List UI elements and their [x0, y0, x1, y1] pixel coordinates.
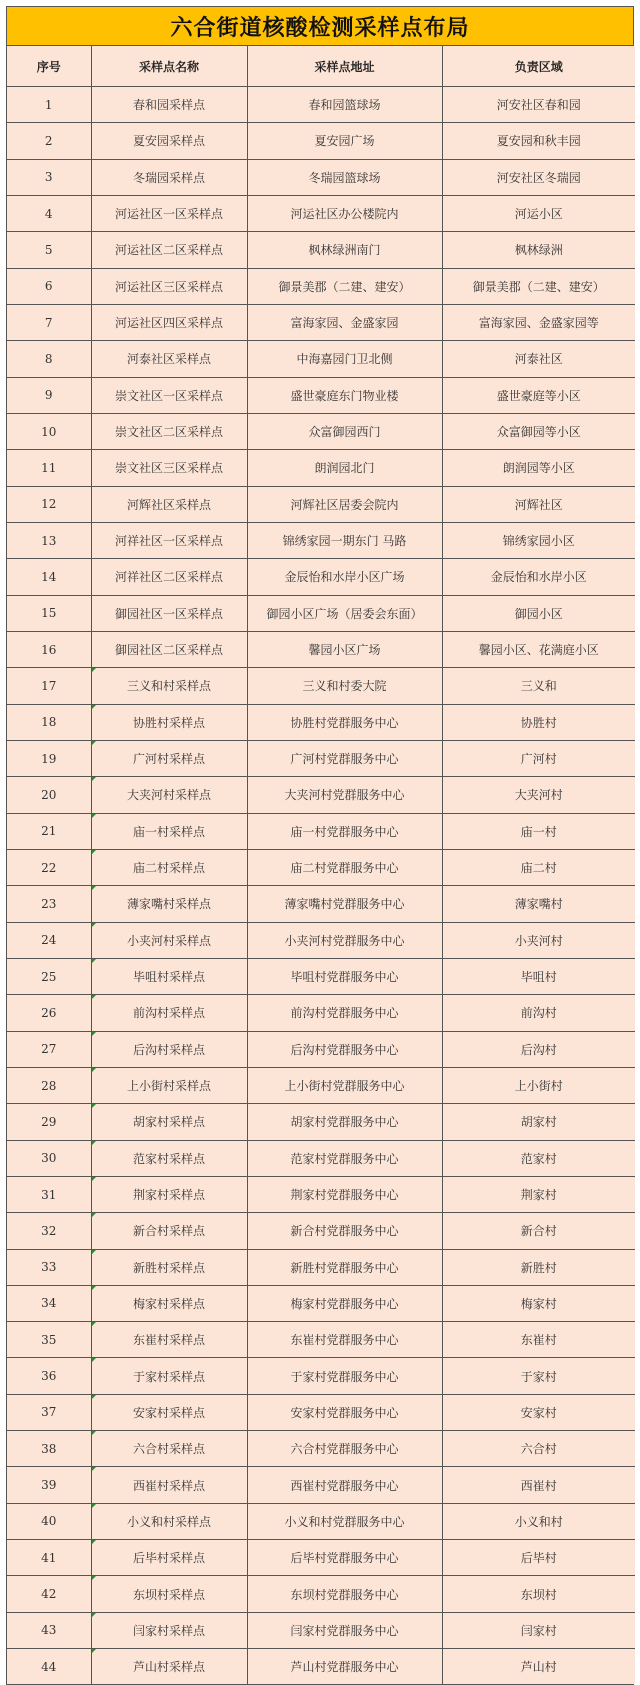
table-row: [7, 1322, 635, 1358]
site-name-cell: 庙一村采样点: [91, 813, 247, 849]
row-index-cell: 17: [7, 668, 91, 704]
column-header-index: 序号: [7, 46, 91, 87]
site-name-cell: 于家村采样点: [91, 1358, 247, 1394]
site-name-cell: 闫家村采样点: [91, 1612, 247, 1648]
site-address-cell: 御园小区广场（居委会东面）: [247, 595, 442, 631]
site-name-cell: 后毕村采样点: [91, 1540, 247, 1576]
sampling-sites-table: [7, 46, 635, 1684]
row-index-cell: 28: [7, 1067, 91, 1103]
table-row: [7, 341, 635, 377]
service-area-cell: 小夹河村: [442, 922, 635, 958]
table-row: [7, 1649, 635, 1685]
service-area-cell: 盛世豪庭等小区: [442, 377, 635, 413]
column-header-site-address: 采样点地址: [247, 46, 442, 87]
table-row: [7, 740, 635, 776]
site-name-cell: 东崔村采样点: [91, 1322, 247, 1358]
site-address-cell: 中海嘉园门卫北侧: [247, 341, 442, 377]
table-row: [7, 813, 635, 849]
row-index-cell: 42: [7, 1576, 91, 1612]
row-index-cell: 34: [7, 1285, 91, 1321]
table-row: [7, 886, 635, 922]
row-index-cell: 21: [7, 813, 91, 849]
site-address-cell: 庙一村党群服务中心: [247, 813, 442, 849]
service-area-cell: 荆家村: [442, 1176, 635, 1212]
table-row: [7, 159, 635, 195]
row-index-cell: 11: [7, 450, 91, 486]
row-index-cell: 43: [7, 1612, 91, 1648]
row-index-cell: 13: [7, 522, 91, 558]
site-address-cell: 上小街村党群服务中心: [247, 1067, 442, 1103]
site-address-cell: 梅家村党群服务中心: [247, 1285, 442, 1321]
table-row: [7, 1176, 635, 1212]
row-index-cell: 36: [7, 1358, 91, 1394]
site-name-cell: 河祥社区二区采样点: [91, 559, 247, 595]
site-name-cell: 河辉社区采样点: [91, 486, 247, 522]
table-row: [7, 704, 635, 740]
table-row: [7, 995, 635, 1031]
row-index-cell: 32: [7, 1213, 91, 1249]
site-name-cell: 河运社区三区采样点: [91, 268, 247, 304]
service-area-cell: 后毕村: [442, 1540, 635, 1576]
table-row: [7, 486, 635, 522]
site-address-cell: 枫林绿洲南门: [247, 232, 442, 268]
site-name-cell: 上小街村采样点: [91, 1067, 247, 1103]
service-area-cell: 范家村: [442, 1140, 635, 1176]
service-area-cell: 朗润园等小区: [442, 450, 635, 486]
site-name-cell: 胡家村采样点: [91, 1104, 247, 1140]
site-name-cell: 后沟村采样点: [91, 1031, 247, 1067]
table-row: [7, 1431, 635, 1467]
site-address-cell: 春和园篮球场: [247, 87, 442, 123]
service-area-cell: 广河村: [442, 740, 635, 776]
site-address-cell: 毕咀村党群服务中心: [247, 958, 442, 994]
table-row: [7, 1612, 635, 1648]
site-name-cell: 前沟村采样点: [91, 995, 247, 1031]
site-name-cell: 庙二村采样点: [91, 849, 247, 885]
row-index-cell: 18: [7, 704, 91, 740]
row-index-cell: 6: [7, 268, 91, 304]
row-index-cell: 35: [7, 1322, 91, 1358]
table-row: [7, 1540, 635, 1576]
site-name-cell: 小义和村采样点: [91, 1503, 247, 1539]
service-area-cell: 梅家村: [442, 1285, 635, 1321]
site-name-cell: 六合村采样点: [91, 1431, 247, 1467]
service-area-cell: 协胜村: [442, 704, 635, 740]
site-name-cell: 河运社区四区采样点: [91, 304, 247, 340]
service-area-cell: 夏安园和秋丰园: [442, 123, 635, 159]
site-address-cell: 协胜村党群服务中心: [247, 704, 442, 740]
row-index-cell: 33: [7, 1249, 91, 1285]
table-row: [7, 195, 635, 231]
site-address-cell: 西崔村党群服务中心: [247, 1467, 442, 1503]
service-area-cell: 富海家园、金盛家园等: [442, 304, 635, 340]
table-row: [7, 595, 635, 631]
site-name-cell: 御园社区二区采样点: [91, 631, 247, 667]
row-index-cell: 3: [7, 159, 91, 195]
site-address-cell: 小义和村党群服务中心: [247, 1503, 442, 1539]
row-index-cell: 12: [7, 486, 91, 522]
header-row: [7, 46, 635, 87]
row-index-cell: 44: [7, 1649, 91, 1685]
site-address-cell: 东崔村党群服务中心: [247, 1322, 442, 1358]
site-address-cell: 御景美郡（二建、建安）: [247, 268, 442, 304]
site-address-cell: 冬瑞园篮球场: [247, 159, 442, 195]
table-row: [7, 1213, 635, 1249]
service-area-cell: 河安社区春和园: [442, 87, 635, 123]
site-name-cell: 广河村采样点: [91, 740, 247, 776]
service-area-cell: 闫家村: [442, 1612, 635, 1648]
site-name-cell: 大夹河村采样点: [91, 777, 247, 813]
service-area-cell: 御园小区: [442, 595, 635, 631]
row-index-cell: 27: [7, 1031, 91, 1067]
site-address-cell: 东坝村党群服务中心: [247, 1576, 442, 1612]
row-index-cell: 38: [7, 1431, 91, 1467]
row-index-cell: 19: [7, 740, 91, 776]
row-index-cell: 8: [7, 341, 91, 377]
site-address-cell: 范家村党群服务中心: [247, 1140, 442, 1176]
table-row: [7, 631, 635, 667]
service-area-cell: 西崔村: [442, 1467, 635, 1503]
service-area-cell: 河运小区: [442, 195, 635, 231]
table-row: [7, 450, 635, 486]
site-name-cell: 河泰社区采样点: [91, 341, 247, 377]
site-name-cell: 崇文社区二区采样点: [91, 413, 247, 449]
service-area-cell: 庙一村: [442, 813, 635, 849]
spreadsheet: [6, 6, 634, 1685]
row-index-cell: 15: [7, 595, 91, 631]
site-name-cell: 梅家村采样点: [91, 1285, 247, 1321]
site-address-cell: 芦山村党群服务中心: [247, 1649, 442, 1685]
site-address-cell: 大夹河村党群服务中心: [247, 777, 442, 813]
site-name-cell: 东坝村采样点: [91, 1576, 247, 1612]
table-row: [7, 849, 635, 885]
site-address-cell: 夏安园广场: [247, 123, 442, 159]
table-row: [7, 1140, 635, 1176]
row-index-cell: 14: [7, 559, 91, 595]
service-area-cell: 小义和村: [442, 1503, 635, 1539]
table-row: [7, 268, 635, 304]
site-address-cell: 六合村党群服务中心: [247, 1431, 442, 1467]
table-row: [7, 1031, 635, 1067]
table-row: [7, 522, 635, 558]
service-area-cell: 薄家嘴村: [442, 886, 635, 922]
row-index-cell: 25: [7, 958, 91, 994]
site-address-cell: 金辰怡和水岸小区广场: [247, 559, 442, 595]
table-row: [7, 1358, 635, 1394]
service-area-cell: 于家村: [442, 1358, 635, 1394]
service-area-cell: 河辉社区: [442, 486, 635, 522]
table-row: [7, 922, 635, 958]
site-name-cell: 荆家村采样点: [91, 1176, 247, 1212]
site-name-cell: 河祥社区一区采样点: [91, 522, 247, 558]
site-address-cell: 后毕村党群服务中心: [247, 1540, 442, 1576]
row-index-cell: 40: [7, 1503, 91, 1539]
row-index-cell: 10: [7, 413, 91, 449]
table-row: [7, 87, 635, 123]
site-name-cell: 新合村采样点: [91, 1213, 247, 1249]
site-name-cell: 冬瑞园采样点: [91, 159, 247, 195]
service-area-cell: 庙二村: [442, 849, 635, 885]
row-index-cell: 4: [7, 195, 91, 231]
service-area-cell: 毕咀村: [442, 958, 635, 994]
service-area-cell: 御景美郡（二建、建安）: [442, 268, 635, 304]
row-index-cell: 5: [7, 232, 91, 268]
row-index-cell: 24: [7, 922, 91, 958]
service-area-cell: 新合村: [442, 1213, 635, 1249]
site-name-cell: 协胜村采样点: [91, 704, 247, 740]
table-row: [7, 1394, 635, 1430]
site-name-cell: 崇文社区一区采样点: [91, 377, 247, 413]
table-row: [7, 559, 635, 595]
table-row: [7, 668, 635, 704]
site-address-cell: 闫家村党群服务中心: [247, 1612, 442, 1648]
service-area-cell: 六合村: [442, 1431, 635, 1467]
service-area-cell: 大夹河村: [442, 777, 635, 813]
service-area-cell: 河安社区冬瑞园: [442, 159, 635, 195]
site-address-cell: 盛世豪庭东门物业楼: [247, 377, 442, 413]
site-address-cell: 广河村党群服务中心: [247, 740, 442, 776]
service-area-cell: 东坝村: [442, 1576, 635, 1612]
site-name-cell: 安家村采样点: [91, 1394, 247, 1430]
site-name-cell: 春和园采样点: [91, 87, 247, 123]
table-row: [7, 123, 635, 159]
site-name-cell: 夏安园采样点: [91, 123, 247, 159]
column-header-service-area: 负责区域: [442, 46, 635, 87]
service-area-cell: 安家村: [442, 1394, 635, 1430]
service-area-cell: 枫林绿洲: [442, 232, 635, 268]
row-index-cell: 1: [7, 87, 91, 123]
site-address-cell: 安家村党群服务中心: [247, 1394, 442, 1430]
site-address-cell: 于家村党群服务中心: [247, 1358, 442, 1394]
site-address-cell: 后沟村党群服务中心: [247, 1031, 442, 1067]
table-row: [7, 413, 635, 449]
table-row: [7, 1104, 635, 1140]
table-row: [7, 377, 635, 413]
site-name-cell: 三义和村采样点: [91, 668, 247, 704]
site-name-cell: 芦山村采样点: [91, 1649, 247, 1685]
site-address-cell: 新合村党群服务中心: [247, 1213, 442, 1249]
row-index-cell: 22: [7, 849, 91, 885]
row-index-cell: 30: [7, 1140, 91, 1176]
row-index-cell: 16: [7, 631, 91, 667]
row-index-cell: 31: [7, 1176, 91, 1212]
site-address-cell: 荆家村党群服务中心: [247, 1176, 442, 1212]
row-index-cell: 2: [7, 123, 91, 159]
site-address-cell: 朗润园北门: [247, 450, 442, 486]
site-name-cell: 毕咀村采样点: [91, 958, 247, 994]
site-address-cell: 锦绣家园一期东门 马路: [247, 522, 442, 558]
site-address-cell: 河运社区办公楼院内: [247, 195, 442, 231]
service-area-cell: 芦山村: [442, 1649, 635, 1685]
site-name-cell: 御园社区一区采样点: [91, 595, 247, 631]
service-area-cell: 上小街村: [442, 1067, 635, 1103]
site-name-cell: 西崔村采样点: [91, 1467, 247, 1503]
row-index-cell: 39: [7, 1467, 91, 1503]
site-name-cell: 河运社区二区采样点: [91, 232, 247, 268]
table-row: [7, 1467, 635, 1503]
site-address-cell: 众富御园西门: [247, 413, 442, 449]
table-row: [7, 1503, 635, 1539]
site-name-cell: 河运社区一区采样点: [91, 195, 247, 231]
row-index-cell: 7: [7, 304, 91, 340]
site-address-cell: 胡家村党群服务中心: [247, 1104, 442, 1140]
service-area-cell: 新胜村: [442, 1249, 635, 1285]
site-address-cell: 三义和村委大院: [247, 668, 442, 704]
row-index-cell: 23: [7, 886, 91, 922]
service-area-cell: 三义和: [442, 668, 635, 704]
table-row: [7, 304, 635, 340]
service-area-cell: 后沟村: [442, 1031, 635, 1067]
service-area-cell: 东崔村: [442, 1322, 635, 1358]
service-area-cell: 金辰怡和水岸小区: [442, 559, 635, 595]
site-address-cell: 河辉社区居委会院内: [247, 486, 442, 522]
site-address-cell: 富海家园、金盛家园: [247, 304, 442, 340]
row-index-cell: 29: [7, 1104, 91, 1140]
service-area-cell: 众富御园等小区: [442, 413, 635, 449]
site-name-cell: 崇文社区三区采样点: [91, 450, 247, 486]
site-address-cell: 小夹河村党群服务中心: [247, 922, 442, 958]
row-index-cell: 9: [7, 377, 91, 413]
site-address-cell: 新胜村党群服务中心: [247, 1249, 442, 1285]
service-area-cell: 前沟村: [442, 995, 635, 1031]
row-index-cell: 41: [7, 1540, 91, 1576]
table-row: [7, 1067, 635, 1103]
service-area-cell: 河泰社区: [442, 341, 635, 377]
site-address-cell: 薄家嘴村党群服务中心: [247, 886, 442, 922]
service-area-cell: 馨园小区、花满庭小区: [442, 631, 635, 667]
row-index-cell: 20: [7, 777, 91, 813]
site-address-cell: 前沟村党群服务中心: [247, 995, 442, 1031]
site-name-cell: 薄家嘴村采样点: [91, 886, 247, 922]
site-name-cell: 范家村采样点: [91, 1140, 247, 1176]
column-header-site-name: 采样点名称: [91, 46, 247, 87]
table-row: [7, 1285, 635, 1321]
row-index-cell: 26: [7, 995, 91, 1031]
site-address-cell: 庙二村党群服务中心: [247, 849, 442, 885]
table-row: [7, 777, 635, 813]
table-row: [7, 1576, 635, 1612]
service-area-cell: 锦绣家园小区: [442, 522, 635, 558]
page-title: 六合街道核酸检测采样点布局: [7, 7, 633, 46]
service-area-cell: 胡家村: [442, 1104, 635, 1140]
row-index-cell: 37: [7, 1394, 91, 1430]
site-name-cell: 小夹河村采样点: [91, 922, 247, 958]
site-address-cell: 馨园小区广场: [247, 631, 442, 667]
table-row: [7, 1249, 635, 1285]
table-row: [7, 232, 635, 268]
table-row: [7, 958, 635, 994]
site-name-cell: 新胜村采样点: [91, 1249, 247, 1285]
